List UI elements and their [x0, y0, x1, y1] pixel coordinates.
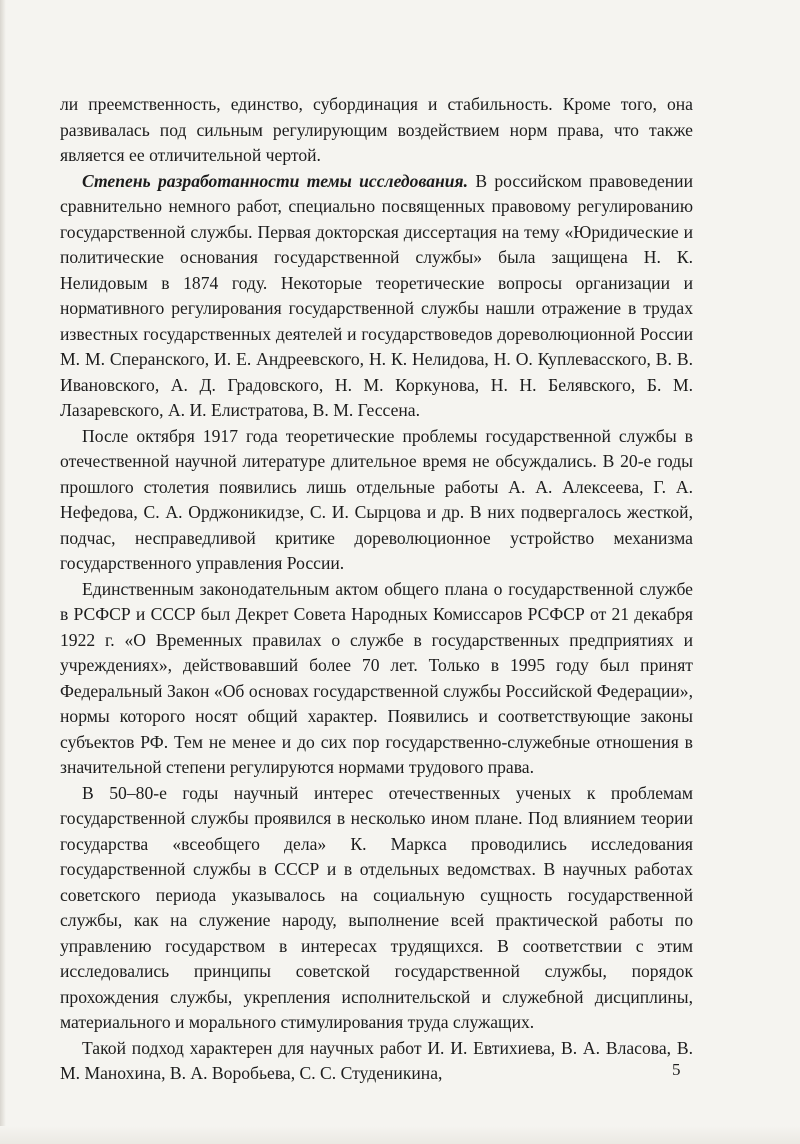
paragraph — [60, 169, 693, 424]
paragraph — [60, 92, 693, 169]
paragraph-text: После октября 1917 года теоретические проблемы государственной службы в отечественной научной литературе длительное время не обсуждались. В 20-е годы прошлого столетия появились лишь отдельные работы А. А. Алексеева, Г. А. Нефедова, С. А. Орджоникидзе, С. И. Сырцова и др. В них подвергалось жесткой, подчас, несправедливой критике дореволюционное устройство механизма государственного управления России. — [60, 425, 693, 573]
page-bottom-shadow — [0, 1126, 800, 1144]
page-number: 5 — [672, 1060, 681, 1079]
body-text — [60, 92, 693, 1087]
paragraph-text: В 50–80-е годы научный интерес отечественных ученых к проблемам государственной службы проявился в несколько ином плане. Под влиянием теории государства «всеобщего дела» К. Маркса проводились исследования государственной службы в СССР и в отдельных ведомствах. В научных работах советского периода указывалось на социальную сущность государственной службы, как на служение народу, выполнение всей практической работы по управлению государством в интересах трудящихся. В соответствии с этим исследовались принципы советской государственной службы, порядок прохождения службы, укрепления исполнительской и служебной дисциплины, материального и морального стимулирования труда служащих. — [60, 782, 693, 1032]
paragraph-text: В российском правоведении сравнительно немного работ, специально посвященных правовому регулированию государственной службы. Первая докторская диссертация на тему «Юридические и политические основания государственной службы» была защищена Н. К. Нелидовым в 1874 году. Некоторые теоретические вопросы организации и нормативного регулирования государственной службы нашли отражение в трудах известных государственных деятелей и государствоведов дореволюционной России М. М. Сперанского, И. Е. Андреевского, Н. К. Нелидова, Н. О. Куплеваcского, В. В. Ивановского, А. Д. Градовского, Н. М. Коркунова, Н. Н. Белявского, Б. М. Лазаревского, А. И. Елистратова, В. М. Гессена. — [60, 170, 693, 420]
paragraph-text: ли преемственность, единство, субординация и стабильность. Кроме того, она развивалась под сильным регулирующим воздействием норм права, что также является ее отличительной чертой. — [60, 94, 693, 165]
paragraph — [60, 577, 693, 781]
paragraph-text: Единственным законодательным актом общего плана о государственной службе в РСФСР и СССР был Декрет Совета Народных Комиссаров РСФСР от 21 декабря 1922 г. «О Временных правилах о службе в государственных предприятиях и учреждениях», действовавший более 70 лет. Только в 1995 году был принят Федеральный Закон «Об основах государственной службы Российской Федерации», нормы которого носят общий характер. Появились и соответствующие законы субъектов РФ. Тем не менее и до сих пор государственно-служебные отношения в значительной степени регулируются нормами трудового права. — [60, 578, 693, 777]
paragraph — [60, 1036, 693, 1087]
section-lead-heading: Степень разработанности темы исследования. — [82, 170, 469, 191]
paragraph-text: Такой подход характерен для научных работ И. И. Евтихиева, В. А. Власова, В. М. Манохина, В. А. Воробьева, С. С. Студеникина, — [60, 1037, 693, 1083]
paragraph — [60, 424, 693, 577]
page-edge-shadow — [0, 0, 6, 1144]
paragraph — [60, 781, 693, 1036]
